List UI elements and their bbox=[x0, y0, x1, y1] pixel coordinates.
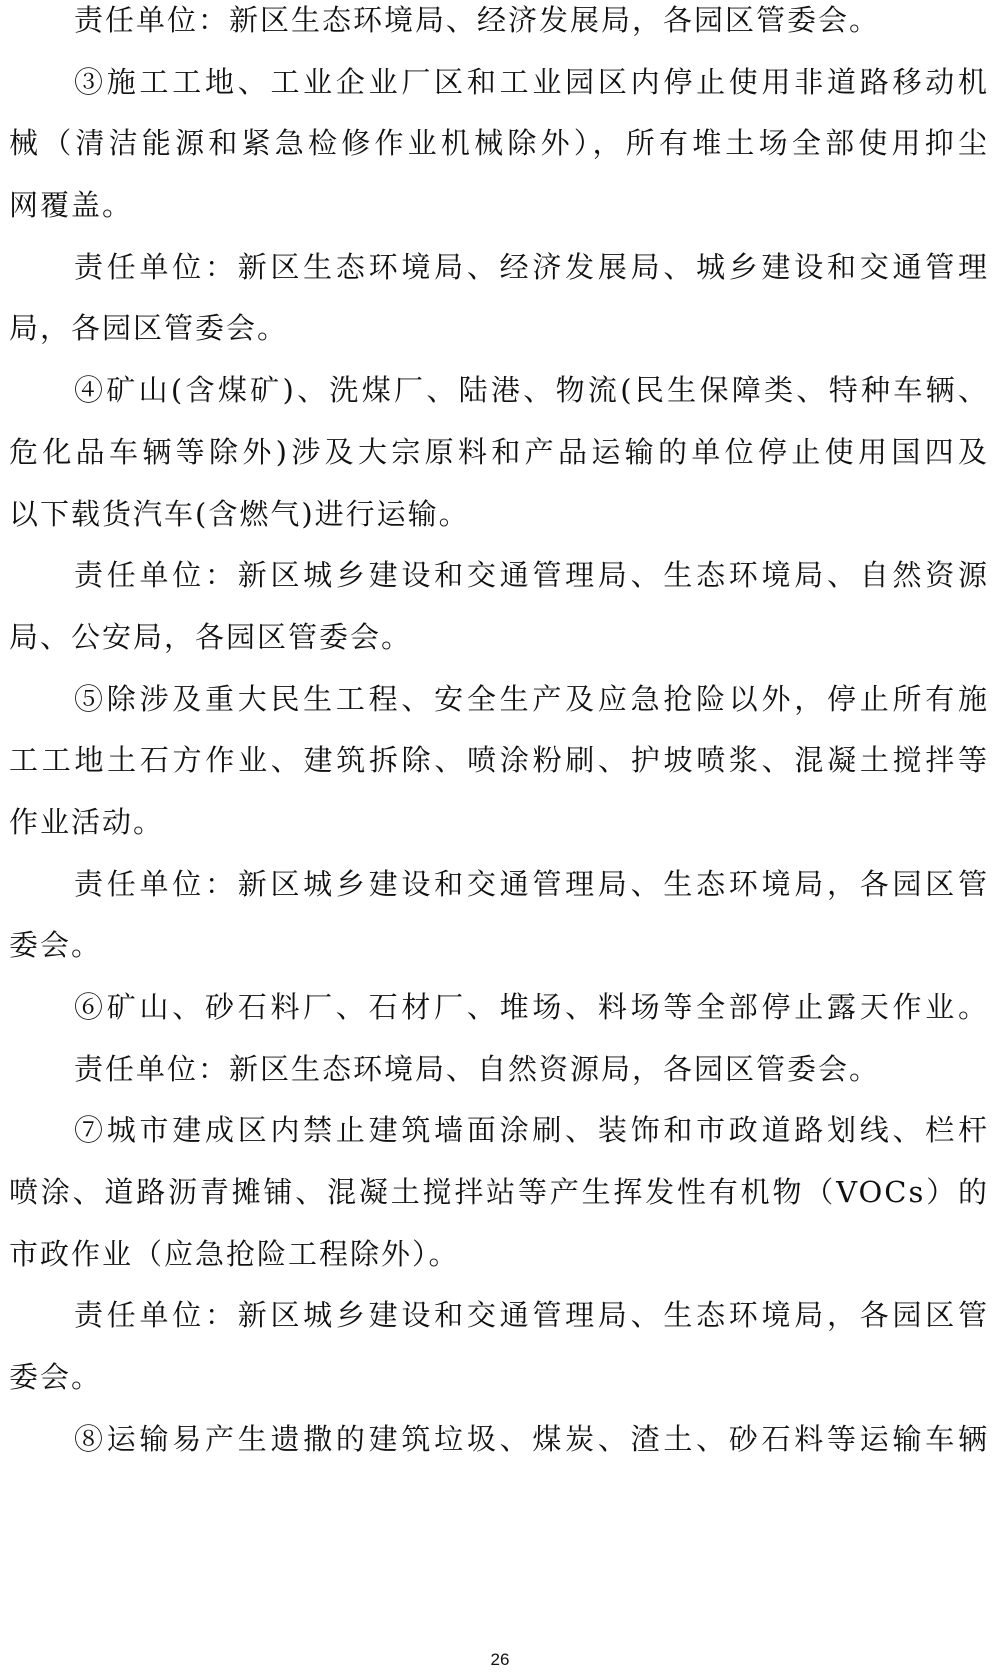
text-line: 网覆盖。 bbox=[9, 188, 134, 223]
responsibility-paragraph bbox=[9, 555, 989, 678]
text-line: 责任单位：新区生态环境局、自然资源局，各园区管委会。 bbox=[74, 1051, 881, 1086]
measure-paragraph-3 bbox=[9, 62, 989, 247]
text-line: ⑤除涉及重大民生工程、安全生产及应急抢险以外，停止所有施 bbox=[74, 681, 989, 716]
text-line: ⑦城市建成区内禁止建筑墙面涂刷、装饰和市政道路划线、栏杆 bbox=[74, 1113, 989, 1148]
text-line: 以下载货汽车(含燃气)进行运输。 bbox=[9, 496, 470, 531]
measure-paragraph-4 bbox=[9, 370, 989, 555]
measure-paragraph-6 bbox=[9, 987, 989, 1049]
text-line: 委会。 bbox=[9, 1360, 103, 1395]
measure-paragraph-5 bbox=[9, 679, 989, 864]
text-line: 责任单位：新区城乡建设和交通管理局、生态环境局，各园区管 bbox=[74, 1298, 989, 1333]
text-line: 责任单位：新区城乡建设和交通管理局、生态环境局、自然资源 bbox=[74, 558, 989, 593]
responsibility-paragraph bbox=[9, 864, 989, 987]
text-line: 喷涂、道路沥青摊铺、混凝土搅拌站等产生挥发性有机物（VOCs）的 bbox=[9, 1175, 989, 1210]
responsibility-paragraph bbox=[9, 1295, 989, 1418]
text-line: ③施工工地、工业企业厂区和工业园区内停止使用非道路移动机 bbox=[74, 64, 989, 99]
text-line: ④矿山(含煤矿)、洗煤厂、陆港、物流(民生保障类、特种车辆、 bbox=[74, 373, 989, 408]
measure-paragraph-7 bbox=[9, 1110, 989, 1295]
responsibility-paragraph bbox=[9, 247, 989, 370]
text-line: 委会。 bbox=[9, 928, 103, 963]
responsibility-paragraph bbox=[9, 1049, 989, 1111]
text-line: 局，各园区管委会。 bbox=[9, 311, 289, 346]
text-line: 局、公安局，各园区管委会。 bbox=[9, 619, 413, 654]
text-line: 械（清洁能源和紧急检修作业机械除外），所有堆土场全部使用抑尘 bbox=[9, 126, 989, 161]
measure-paragraph-8 bbox=[9, 1419, 989, 1481]
text-line: ⑥矿山、砂石料厂、石材厂、堆场、料场等全部停止露天作业。 bbox=[74, 990, 989, 1024]
text-line: 工工地土石方作业、建筑拆除、喷涂粉刷、护坡喷浆、混凝土搅拌等 bbox=[9, 743, 989, 778]
text-line: ⑧运输易产生遗撒的建筑垃圾、煤炭、渣土、砂石料等运输车辆 bbox=[74, 1421, 989, 1456]
text-line: 作业活动。 bbox=[9, 804, 165, 839]
text-line: 市政作业（应急抢险工程除外）。 bbox=[9, 1236, 460, 1271]
text-line: 责任单位：新区生态环境局、经济发展局，各园区管委会。 bbox=[74, 3, 881, 37]
page-number: 26 bbox=[490, 1650, 510, 1669]
text-line: 危化品车辆等除外)涉及大宗原料和产品运输的单位停止使用国四及 bbox=[9, 434, 989, 469]
body-text bbox=[9, 0, 989, 1481]
text-line: 责任单位：新区城乡建设和交通管理局、生态环境局，各园区管 bbox=[74, 866, 989, 901]
text-line: 责任单位：新区生态环境局、经济发展局、城乡建设和交通管理 bbox=[74, 249, 989, 284]
responsibility-paragraph bbox=[9, 0, 989, 62]
